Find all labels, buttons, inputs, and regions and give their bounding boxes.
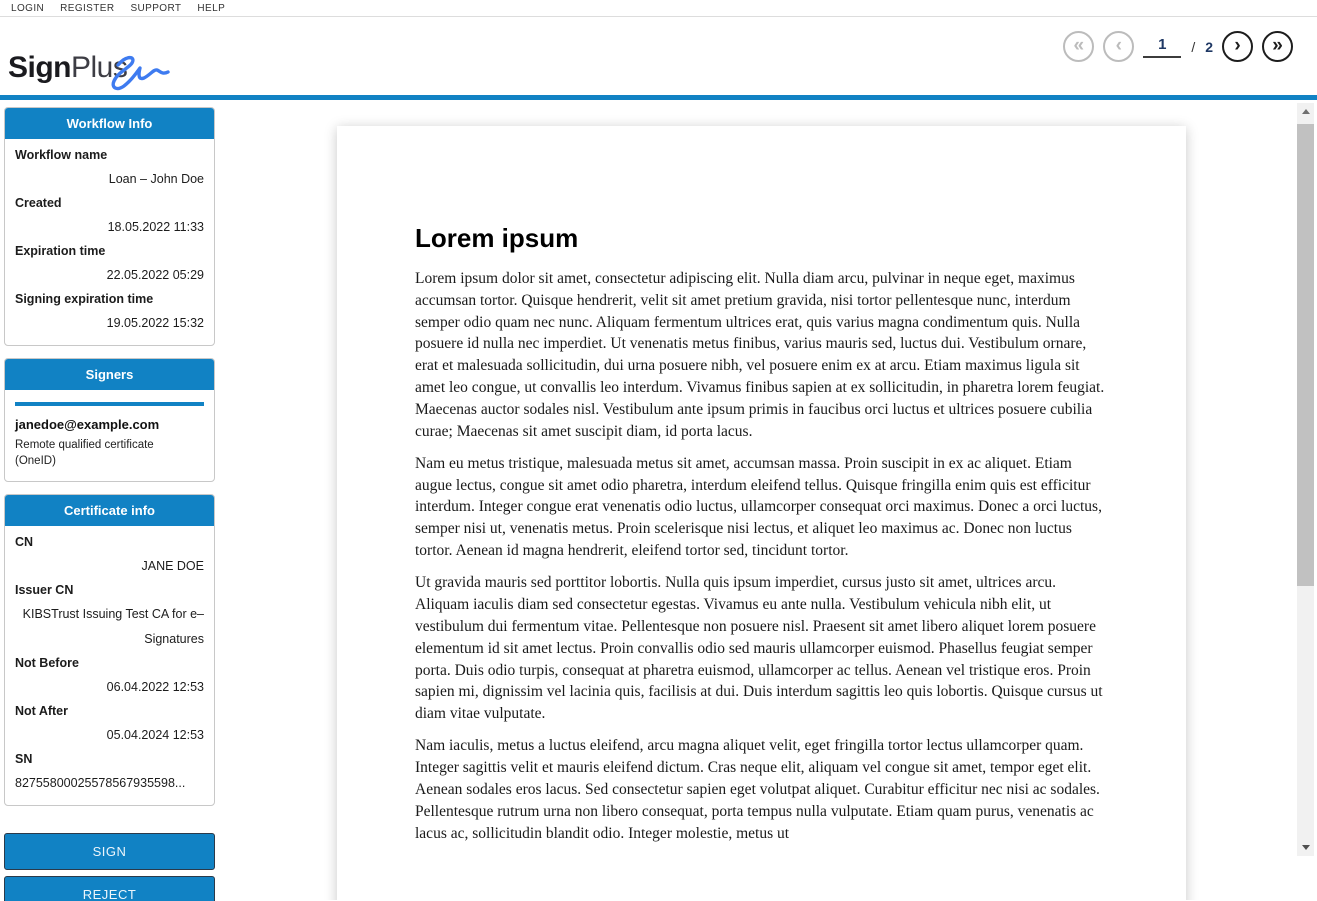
first-page-button[interactable] xyxy=(1063,31,1094,62)
scroll-down-icon xyxy=(1302,845,1310,850)
signer-method: Remote qualified certificate (OneID) xyxy=(15,439,154,467)
not-before-value: 06.04.2022 12:53 xyxy=(106,680,204,694)
cn-label: CN xyxy=(15,535,34,549)
sn-value: 82755800025578567935598... xyxy=(15,776,186,790)
document-paragraph: Nam iaculis, metus a luctus eleifend, arcu magna aliquet velit, eget fringilla tortor lectus ullamcorper quam. Integer sagittis velit et mauris eleifend dictum. Cras neque elit, aliquam vel congue sit amet, tempor eget elit. Aenean sodales eros lacus. Sed consectetur sapien eget volutpat aliquet. Curabitur efficitur nec nisi ac sodales. Pellentesque rutrum urna non libero consequat, porta tempus nulla vulputate. Etiam quam purus, venenatis ac lacus ac, sollicitudin blandit odio. Integer molestie, metus ut xyxy=(415,737,1100,842)
first-page-icon: « xyxy=(1073,34,1085,56)
help-link[interactable]: HELP xyxy=(197,2,226,14)
register-link[interactable]: REGISTER xyxy=(60,2,115,14)
workflow-info-panel-title: Workflow Info xyxy=(5,108,214,139)
next-page-button[interactable] xyxy=(1222,31,1253,62)
signature-scribble-icon xyxy=(104,39,176,97)
signer-list-item[interactable] xyxy=(15,402,204,472)
header xyxy=(0,17,1317,95)
signing-expiration-time-label: Signing expiration time xyxy=(15,292,154,306)
support-link[interactable]: SUPPORT xyxy=(130,2,182,14)
document-page-content xyxy=(337,126,1186,844)
document-body xyxy=(415,268,1110,844)
workflow-info-panel xyxy=(4,107,215,346)
brand-name-light: Plus xyxy=(71,51,128,84)
issuer-cn-label: Issuer CN xyxy=(15,583,74,597)
sidebar xyxy=(4,107,215,901)
next-page-icon: › xyxy=(1234,34,1241,56)
page-separator: / xyxy=(1191,38,1196,55)
workflow-info-panel-body xyxy=(5,139,214,345)
certificate-info-panel-body xyxy=(5,526,214,805)
certificate-info-panel xyxy=(4,494,215,806)
document-paragraph: Lorem ipsum dolor sit amet, consectetur adipiscing elit. Nulla diam arcu, pulvinar in neque eget, maximus accumsan tortor. Quisque hendrerit, velit sit amet pretium gravida, nisi tortor pellentesque nunc, interdum semper odio quam nec nunc. Aliquam fermentum ultrices erat, quis varius magna condimentum quis. Nulla posuere id nulla nec imperdiet. Ut venenatis metus finibus, varius mauris sed, luctus dui. Vestibulum ornare, erat et malesuada sollicitudin, dui urna posuere nibh, vel posuere enim ex at arcu. Etiam maximus ligula sit amet leo congue, ut convallis leo interdum. Vivamus finibus sapien at ex sollicitudin, in pharetra lorem feugiat. Maecenas auctor sodales nisl. Vestibulum ante ipsum primis in faucibus orci luctus et ultrices posuere cubilia curae; Maecenas sit amet suscipit diam, id porta lacus. xyxy=(415,270,1105,440)
page-total: 2 xyxy=(1205,38,1213,55)
not-before-label: Not Before xyxy=(15,656,79,670)
prev-page-icon: ‹ xyxy=(1115,34,1122,56)
last-page-button[interactable] xyxy=(1262,31,1293,62)
brand-logo[interactable] xyxy=(8,53,127,83)
scroll-up-icon xyxy=(1302,109,1310,114)
signers-panel-body xyxy=(5,390,214,481)
login-link[interactable]: LOGIN xyxy=(11,2,45,14)
document-title: Lorem ipsum xyxy=(415,223,579,253)
signers-panel-title: Signers xyxy=(5,359,214,390)
last-page-icon: » xyxy=(1272,34,1283,56)
vertical-scrollbar[interactable] xyxy=(1297,103,1314,856)
document-paragraph: Ut gravida mauris sed porttitor lobortis. Nulla quis ipsum imperdiet, cursus justo sit amet, ultrices arcu. Aliquam iaculis diam sed consectetur egestas. Vivamus eu ante nulla. Vestibulum vehicula nibh elit, ut vestibulum dui fermentum vitae. Pellentesque non posuere nisl. Praesent sit amet libero aliquet lorem posuere elementum id sit amet lectus. Proin convallis odio sed mauris ullamcorper euismod. Phasellus feugiat semper porta. Duis odio turpis, consequat at pharetra euismod, ullamcorper ac tellus. Aenean vel tristique eros. Proin sapien mi, dignissim vel lacinia quis, facilisis at dui. Duis interdum sagittis leo quis lobortis. Quisque cursus ut diam vitae vulputate. xyxy=(415,574,1103,723)
signing-expiration-time-value: 19.05.2022 15:32 xyxy=(106,316,204,330)
expiration-time-value: 22.05.2022 05:29 xyxy=(106,268,204,282)
issuer-cn-value: KIBSTrust Issuing Test CA for e–Signatures xyxy=(22,607,204,646)
workflow-name-label: Workflow name xyxy=(15,148,108,162)
sign-button[interactable]: SIGN xyxy=(4,833,215,870)
document-page xyxy=(337,126,1186,900)
main-content xyxy=(0,100,1317,900)
document-paragraph: Nam eu metus tristique, malesuada metus sit amet, accumsan massa. Proin suscipit in ex ac aliquet. Etiam augue lectus, congue sit amet odio pharetra, interdum eleifend tellus. Quisque fringilla enim quis est efficitur interdum. Integer congue erat venenatis odio luctus, ullamcorper consequat orci maximus. Donec a orci luctus, semper nisi ut, venenatis metus. Proin scelerisque nisi lectus, et aliquet leo maximus ac. Donec non luctus tortor. Aenean id magna hendrerit, eleifend tortor sed, tincidunt tortor. xyxy=(415,454,1102,560)
expiration-time-label: Expiration time xyxy=(15,244,106,258)
scroll-down-button[interactable] xyxy=(1297,839,1314,856)
certificate-info-panel-title: Certificate info xyxy=(5,495,214,526)
scrollbar-thumb[interactable] xyxy=(1297,124,1314,586)
created-label: Created xyxy=(15,196,62,210)
signer-email: janedoe@example.com xyxy=(15,417,160,432)
document-viewer xyxy=(220,100,1290,900)
scroll-up-button[interactable] xyxy=(1297,103,1314,120)
signing-actions xyxy=(4,833,215,901)
not-after-value: 05.04.2024 12:53 xyxy=(106,728,204,742)
signers-panel xyxy=(4,358,215,482)
reject-button[interactable]: REJECT xyxy=(4,876,215,901)
not-after-label: Not After xyxy=(15,704,69,718)
page-navigation xyxy=(1063,31,1293,62)
previous-page-button[interactable] xyxy=(1103,31,1134,62)
created-value: 18.05.2022 11:33 xyxy=(107,220,204,234)
workflow-name-value: Loan – John Doe xyxy=(108,172,204,186)
sn-label: SN xyxy=(15,752,33,766)
brand-name-bold: Sign xyxy=(8,51,71,84)
cn-value: JANE DOE xyxy=(141,559,204,573)
top-utility-nav xyxy=(0,0,1317,17)
page-number-input[interactable] xyxy=(1143,36,1181,58)
